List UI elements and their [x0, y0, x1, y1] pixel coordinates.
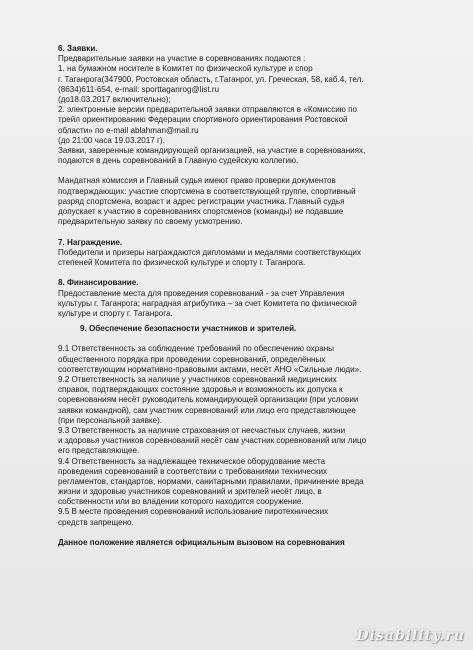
- s6-paragraph-line: разряд спортсмена, возраст и адрес регистрации участника. Главный судья: [58, 196, 345, 206]
- s7-line: Победители и призеры награждаются дипломами и медалями соответствующих: [58, 247, 361, 257]
- s7-line: степеней Комитета по физической культуре и спорту г. Таганрога.: [58, 257, 306, 267]
- s6-line: трейл ориентированию Федерации спортивного ориентирования Ростовской: [58, 115, 348, 125]
- s9-line: 9.1 Ответственность за соблюдение требований по обеспечению охраны: [58, 344, 334, 354]
- section-9-heading: 9. Обеспечение безопасности участников и зрителей.: [80, 324, 297, 334]
- s8-line: культуре и спорту г. Таганрога.: [58, 308, 173, 318]
- s8-line: культуры г. Таганрога; наградная атрибутика – за счет Комитета по физической: [58, 298, 357, 308]
- s9-line: соревнованиям несёт руководитель командирующей организации (при условии: [58, 395, 359, 405]
- final-statement: Данное положение является официальным вызовом на соревнования: [58, 538, 345, 547]
- s6-paragraph-line: Мандатная комиссия и Главный судья имеют право проверки документов: [58, 176, 336, 186]
- s6-line: 2. электронные версии предварительной заявки отправляются в «Комиссию по: [58, 105, 357, 115]
- s9-line: и здоровья участников соревнований несёт сам участник соревнований или лицо: [58, 436, 367, 446]
- s9-line: проведения соревнований в соответствии с требованиями технических: [58, 466, 328, 476]
- s9-line: средств запрещено.: [58, 517, 134, 527]
- watermark: Disability.ru: [356, 628, 465, 644]
- section-6-heading: 6. Заявки.: [58, 44, 98, 53]
- s9-line: заявки командной), сам участник соревнований или лицо его представляющее: [58, 405, 356, 415]
- s9-line: 9.2 Ответственность за наличие у участников соревнований медицинских: [58, 375, 337, 384]
- s6-paragraph-line: предварительную заявку по своему усмотрению.: [58, 217, 243, 227]
- section-8-heading: 8. Финансирование.: [58, 278, 139, 288]
- s6-line: области» по e-mail ablahman@mail.ru: [58, 125, 199, 135]
- s6-line: подаются в день соревнований в Главную судейскую коллегию.: [58, 156, 299, 166]
- s6-line: (8634)611-654, e-mail: sporttaganrog@list.ru: [58, 84, 220, 94]
- s9-line: 9.4 Ответственность за надлежащее техническое оборудование места: [58, 456, 326, 466]
- s8-line: Предоставление места для проведения соревнований - за счет Управления: [58, 288, 345, 298]
- s9-line: 9.3 Ответственность за наличие страхования от несчастных случаев, жизни: [58, 425, 346, 435]
- document-body: [58, 44, 448, 548]
- s9-line: (при персональной заявке).: [58, 415, 162, 425]
- s9-line: справок, подтверждающих состояние здоровья и возможность их допуска к: [58, 385, 343, 395]
- s6-line: 1. на бумажном носителе в Комитет по физической культуре и спор: [58, 64, 313, 74]
- s6-paragraph-line: допускает к участию в соревнованиях спортсменов (команды) не подавшие: [58, 207, 344, 216]
- s6-line: Предварительные заявки на участие в соревнованиях подаются :: [58, 54, 306, 64]
- s9-line: собственности или во владении которого находится сооружение.: [58, 497, 304, 507]
- s6-paragraph-line: подтверждающих: участие спортсмена в соответствующей группе, спортивный: [58, 186, 356, 196]
- s6-line: г. Таганрога(347900, Ростовская область, г.Таганрог, ул. Греческая, 58, каб.4, тел.: [58, 74, 364, 84]
- s9-line: регламентов, стандартов, нормами, санитарными правилами, причинение вреда: [58, 476, 364, 486]
- s6-line: (до18.03.2017 включительно);: [58, 94, 171, 104]
- s6-line: (до 21:00 часа 19.03.2017 г).: [58, 135, 165, 145]
- s9-line: соответствующим нормативно-правовыми актами, несёт АНО «Сильные люди».: [58, 364, 362, 374]
- s9-line: его представляющее.: [58, 446, 140, 456]
- section-7-heading: 7. Награждение.: [58, 237, 123, 247]
- s6-line: Заявки, заверенные командирующей организацией, на участие в соревнованиях,: [58, 145, 366, 155]
- s9-line: жизни и здоровью участников соревнований и зрителей несёт лицо, в: [58, 487, 322, 497]
- s9-line: 9.5 В месте проведения соревнований использование пиротехнических: [58, 507, 329, 517]
- s9-line: общественного порядка при проведении соревнований, определённых: [58, 354, 326, 364]
